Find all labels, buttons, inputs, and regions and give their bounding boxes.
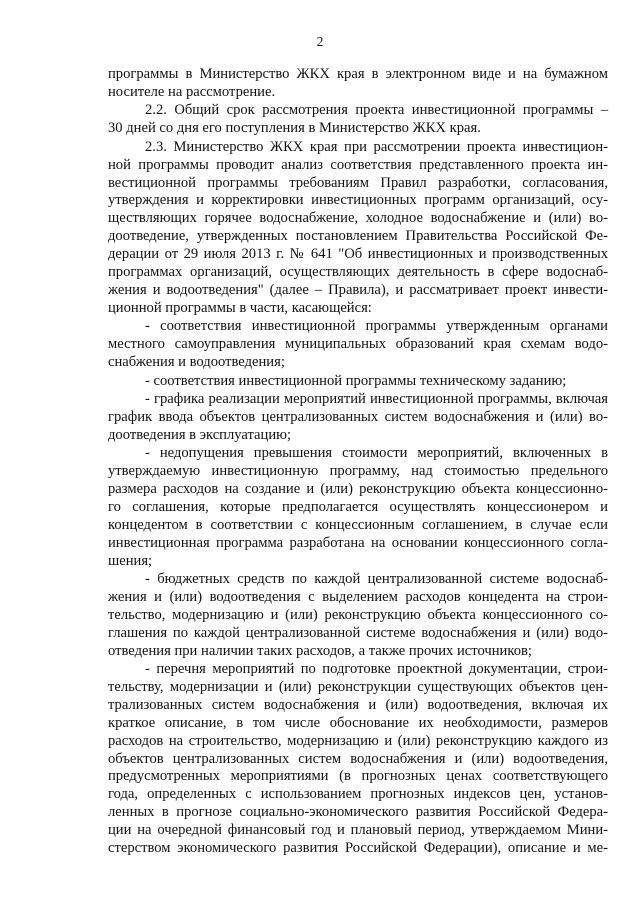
text-line: - соответствия инвестиционной программы утвержденным органами (145, 318, 608, 335)
paragraph-item-2 (108, 373, 608, 391)
paragraph-2-2 (108, 102, 608, 138)
text-line: доотведения в эксплуатацию; (108, 426, 292, 443)
text-line: го соглашения, которые предполагается осуществлять концессионером и (108, 498, 608, 515)
text-line: объектов централизованных систем водоснабжения и (или) водоотведения, (108, 750, 608, 767)
text-line: снабжения и водоотведения; (108, 354, 285, 371)
paragraph-item-3 (108, 391, 608, 445)
text-line: - перечня мероприятий по подготовке проектной документации, строи- (145, 661, 608, 678)
text-line: ществляющих горячее водоснабжение, холодное водоснабжение и (или) во- (108, 210, 608, 227)
text-line: жения и (или) водоотведения с выделением расходов концедента на строи- (108, 588, 608, 605)
text-line: предусмотренных мероприятиями (в прогнозных ценах соответствующего (108, 768, 608, 785)
text-line: - бюджетных средств по каждой централизованной системе водоснаб- (145, 571, 608, 588)
document-body (108, 66, 608, 859)
text-line: вестиционной программы требованиям Правил разработки, согласования, (108, 174, 608, 191)
text-line: 2.2. Общий срок рассмотрения проекта инвестиционной программы – (145, 102, 608, 119)
text-line: дерации от 29 июля 2013 г. № 641 "Об инвестиционных и производственных (108, 246, 608, 263)
page-number: 2 (316, 34, 324, 49)
text-line: расходов на строительство, модернизацию и (или) реконструкцию каждого из (108, 732, 608, 749)
paragraph-item-1 (108, 318, 608, 372)
text-line: - соответствия инвестиционной программы техническому заданию; (145, 372, 567, 389)
text-line: утверждения и корректировки инвестиционных программ организаций, осу- (108, 192, 608, 209)
paragraph-intro (108, 66, 608, 102)
text-line: - недопущения превышения стоимости мероприятий, включенных в (145, 445, 608, 462)
text-line: инвестиционная программа разработана на основании концессионного согла- (108, 534, 608, 551)
text-line: программы в Министерство ЖКХ края в электронном виде и на бумажном (108, 66, 608, 82)
text-line: ленных в прогнозе социально-экономического развития Российской Федера- (108, 804, 608, 821)
text-line: программах организаций, осуществляющих деятельность в сфере водоснаб- (108, 263, 608, 280)
text-line: тельству, модернизации и (или) реконструкции существующих объектов цен- (108, 679, 608, 696)
text-line: доотведение, утвержденных постановлением Правительства Российской Фе- (108, 228, 608, 245)
text-line: краткое описание, в том числе обоснование их необходимости, размеров (108, 714, 608, 731)
text-line: стерством экономического развития Российской Федерации), описание и ме- (108, 840, 608, 857)
text-line: - графика реализации мероприятий инвестиционной программы, включая (145, 391, 608, 407)
text-line: года, определенных с использованием прогнозных индексов цен, установ- (108, 786, 608, 803)
text-line: 30 дней со дня его поступления в Министерство ЖКХ края. (108, 120, 481, 137)
paragraph-item-4 (108, 445, 608, 570)
text-line: ной программы проводит анализ соответствия представленного проекта ин- (108, 156, 608, 173)
text-line: тельство, модернизацию и (или) реконструкцию объекта концессионного со- (108, 606, 608, 623)
text-line: глашения по каждой централизованной системе водоснабжения и (или) водо- (108, 624, 608, 641)
text-line: носителе на рассмотрение. (108, 83, 276, 100)
paragraph-gap (108, 858, 608, 859)
text-line: трализованных систем водоснабжения и (или) водоотведения, включая их (108, 696, 608, 713)
text-line: концедентом в соответствии с концессионным соглашением, в случае если (108, 516, 608, 533)
paragraph-item-5 (108, 571, 608, 660)
paragraph-item-6 (108, 661, 608, 858)
text-line: ции на очередной финансовый год и плановый период, утверждаемом Мини- (108, 822, 608, 839)
text-line: жения и водоотведения" (далее – Правила), и рассматривает проект инвести- (108, 281, 608, 298)
text-line: 2.3. Министерство ЖКХ края при рассмотрении проекта инвестицион- (145, 138, 608, 155)
text-line: утверждаемую инвестиционную программу, над стоимостью предельного (108, 463, 608, 480)
text-line: ционной программы в части, касающейся: (108, 299, 372, 316)
text-line: размера расходов на создание и (или) реконструкцию объекта концессионно- (108, 481, 608, 498)
text-line: график ввода объектов централизованных систем водоснабжения и (или) во- (108, 408, 608, 425)
text-line: местного самоуправления муниципальных образований края схемам водо- (108, 336, 608, 353)
text-line: шения; (108, 552, 153, 569)
paragraph-2-3 (108, 139, 608, 318)
text-line: отведения при наличии таких расходов, а также прочих источников; (108, 642, 532, 659)
